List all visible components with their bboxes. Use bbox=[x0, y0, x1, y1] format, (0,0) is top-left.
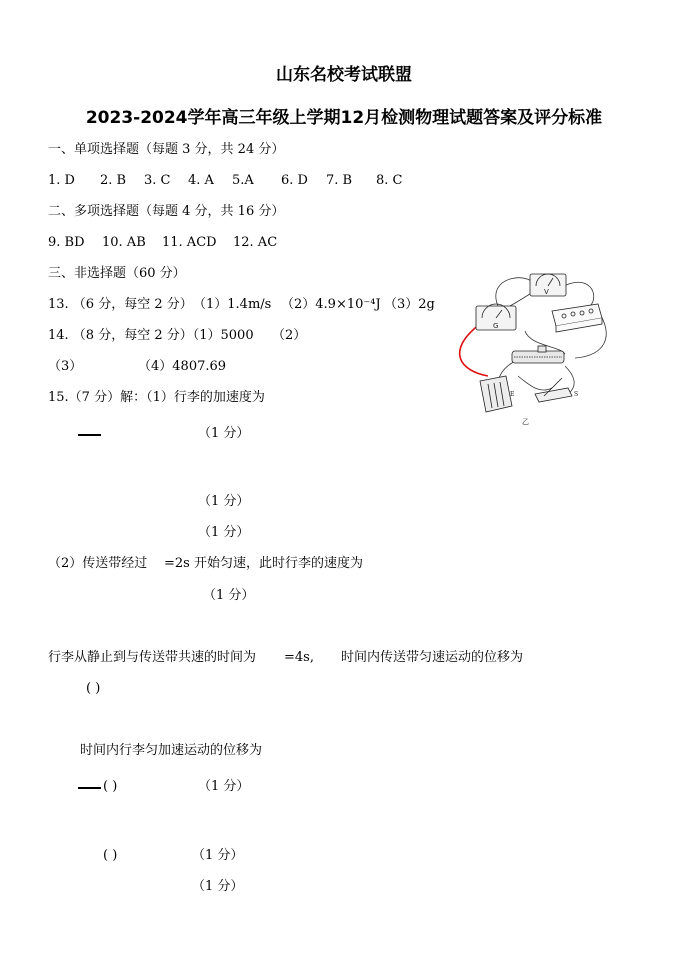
answer-5: 5.A bbox=[232, 173, 254, 188]
q15-paren-3: ( ) bbox=[103, 848, 118, 863]
q15-part2: （2）传送带经过 bbox=[48, 556, 148, 571]
q15-score-7: （1 分） bbox=[192, 879, 244, 894]
q15-time-line-a: 行李从静止到与传送带共速的时间为 bbox=[48, 650, 257, 665]
page-title: 山东名校考试联盟 bbox=[276, 65, 412, 85]
answer-6: 6. D bbox=[281, 173, 308, 188]
q13-label: 13. （6 分，每空 2 分） bbox=[48, 297, 193, 312]
q15-part2b: =2s 开始匀速，此时行李的速度为 bbox=[164, 556, 363, 571]
q15-score-2: （1 分） bbox=[198, 494, 250, 509]
section1-heading: 一、单项选择题（每题 3 分，共 24 分） bbox=[48, 142, 285, 157]
q14-part3: （3） bbox=[48, 359, 83, 374]
q14-part4: （4）4807.69 bbox=[138, 359, 227, 374]
label-g: G bbox=[493, 322, 499, 330]
answer-4: 4. A bbox=[188, 173, 214, 188]
q15-score-4: （1 分） bbox=[203, 588, 255, 603]
q15-intro: 15.（7 分）解：（1）行李的加速度为 bbox=[48, 390, 265, 405]
answer-12: 12. AC bbox=[233, 235, 278, 250]
section2-heading: 二、多项选择题（每题 4 分，共 16 分） bbox=[48, 204, 285, 219]
q15-luggage-line: 时间内行李匀加速运动的位移为 bbox=[80, 743, 263, 758]
figure-caption: 乙 bbox=[522, 418, 529, 426]
answer-1: 1. D bbox=[48, 173, 75, 188]
q15-score-6: （1 分） bbox=[192, 848, 244, 863]
resistance-box bbox=[552, 304, 602, 332]
q14-part2: （2） bbox=[272, 328, 307, 343]
page-subtitle: 2023-2024学年高三年级上学期12月检测物理试题答案及评分标准 bbox=[85, 108, 603, 128]
q15-time-line-c: 时间内传送带匀速运动的位移为 bbox=[341, 650, 524, 665]
answer-9: 9. BD bbox=[48, 235, 85, 250]
fraction-bar bbox=[78, 787, 101, 789]
answer-3: 3. C bbox=[144, 173, 171, 188]
answer-10: 10. AB bbox=[102, 235, 146, 250]
fraction-bar bbox=[78, 434, 101, 436]
q15-score-3: （1 分） bbox=[198, 525, 250, 540]
label-s: S bbox=[574, 391, 579, 398]
red-wire bbox=[460, 324, 488, 376]
q15-paren-1: ( ) bbox=[86, 681, 101, 696]
q13-answer-3: （3）2g bbox=[384, 297, 435, 312]
answer-11: 11. ACD bbox=[162, 235, 217, 250]
label-e: E bbox=[510, 391, 515, 398]
label-v: V bbox=[544, 288, 549, 296]
q15-paren-2: ( ) bbox=[103, 779, 118, 794]
section3-heading: 三、非选择题（60 分） bbox=[48, 266, 186, 281]
circuit-figure bbox=[440, 266, 620, 428]
answer-2: 2. B bbox=[100, 173, 127, 188]
q15-score-5: （1 分） bbox=[198, 779, 250, 794]
q13-answer-1: （1）1.4m/s bbox=[193, 297, 272, 312]
battery bbox=[480, 376, 515, 412]
answer-7: 7. B bbox=[326, 173, 353, 188]
q15-time-line-b: =4s, bbox=[284, 650, 314, 665]
answer-8: 8. C bbox=[376, 173, 403, 188]
q15-score-1: （1 分） bbox=[198, 426, 250, 441]
q13-answer-2: （2）4.9×10⁻⁴J bbox=[281, 297, 381, 312]
q14-line1: 14. （8 分，每空 2 分）（1）5000 bbox=[48, 328, 254, 343]
